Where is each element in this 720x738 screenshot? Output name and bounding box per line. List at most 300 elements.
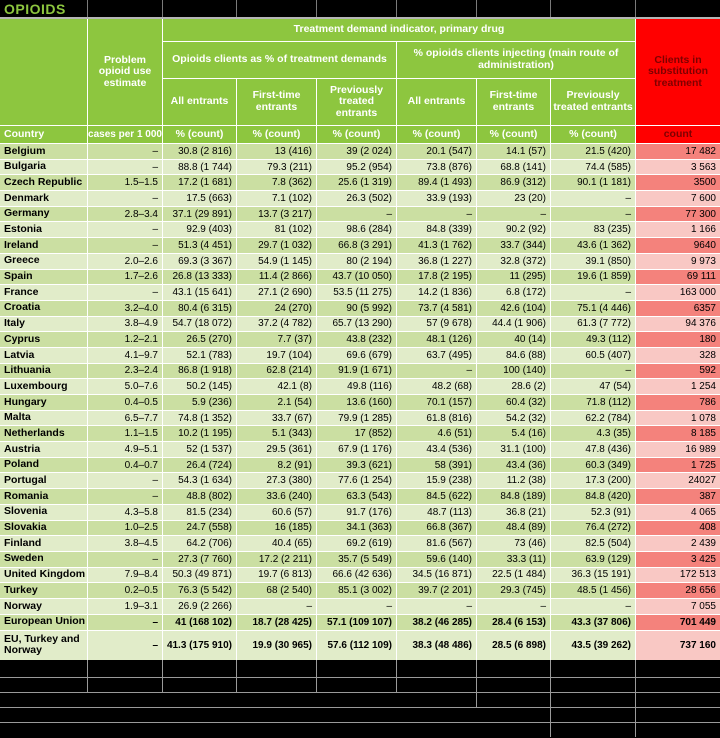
value-cell: 16 (185) <box>237 521 316 536</box>
value-cell: 34.5 (16 871) <box>397 568 476 583</box>
value-cell: 63.3 (543) <box>317 489 396 504</box>
estimate-cell: – <box>88 144 162 159</box>
value-cell: 26.5 (270) <box>163 332 236 347</box>
value-cell: 37.2 (4 782) <box>237 317 316 332</box>
substitution-count-cell: 28 656 <box>636 583 720 598</box>
value-cell: 4.6 (51) <box>397 426 476 441</box>
value-cell: 58 (391) <box>397 458 476 473</box>
value-cell: 76.3 (5 542) <box>163 583 236 598</box>
substitution-count-cell: 737 160 <box>636 631 720 660</box>
value-cell: 19.9 (30 965) <box>237 631 316 660</box>
value-cell: 47 (54) <box>551 379 635 394</box>
value-cell: 28.6 (2) <box>477 379 550 394</box>
value-cell: 47.8 (436) <box>551 442 635 457</box>
substitution-count-cell: 1 254 <box>636 379 720 394</box>
value-cell: 43.8 (232) <box>317 332 396 347</box>
country-cell: European Union <box>0 615 87 630</box>
value-cell: 44.4 (1 906) <box>477 317 550 332</box>
header-pct-count-label: % (count) <box>397 126 476 143</box>
header-all-entrants-demands: All entrants <box>163 79 236 125</box>
estimate-cell: 4.9–5.1 <box>88 442 162 457</box>
substitution-count-cell: 77 300 <box>636 207 720 222</box>
value-cell: – <box>551 207 635 222</box>
substitution-count-cell: 69 111 <box>636 270 720 285</box>
value-cell: 19.7 (6 813) <box>237 568 316 583</box>
country-cell: Poland <box>0 458 87 473</box>
value-cell: 20.1 (547) <box>397 144 476 159</box>
value-cell: 33.3 (11) <box>477 552 550 567</box>
value-cell: 15.9 (238) <box>397 473 476 488</box>
value-cell: 36.8 (21) <box>477 505 550 520</box>
country-cell: Belgium <box>0 144 87 159</box>
substitution-count-cell: 592 <box>636 364 720 379</box>
header-clients-substitution: Clients in substitution treatment <box>636 19 720 125</box>
footer-cell <box>551 660 635 677</box>
country-cell: Italy <box>0 317 87 332</box>
value-cell: 34.1 (363) <box>317 521 396 536</box>
substitution-count-cell: 172 513 <box>636 568 720 583</box>
value-cell: 90.1 (1 181) <box>551 175 635 190</box>
value-cell: 38.3 (48 486) <box>397 631 476 660</box>
value-cell: 35.7 (5 549) <box>317 552 396 567</box>
value-cell: 7.8 (362) <box>237 175 316 190</box>
value-cell: 52.1 (783) <box>163 348 236 363</box>
value-cell: 50.3 (49 871) <box>163 568 236 583</box>
country-cell: United Kingdom <box>0 568 87 583</box>
estimate-cell: 2.0–2.6 <box>88 254 162 269</box>
value-cell: 25.6 (1 319) <box>317 175 396 190</box>
estimate-cell: 4.1–9.7 <box>88 348 162 363</box>
estimate-cell: – <box>88 615 162 630</box>
country-cell: France <box>0 285 87 300</box>
value-cell: 84.5 (622) <box>397 489 476 504</box>
value-cell: 28.4 (6 153) <box>477 615 550 630</box>
header-country-label: Country <box>0 126 87 143</box>
estimate-cell: – <box>88 489 162 504</box>
page-title: OPIOIDS <box>4 0 66 17</box>
footer-cell <box>477 678 550 692</box>
value-cell: 60.5 (407) <box>551 348 635 363</box>
footnote-row <box>0 723 550 737</box>
value-cell: 81.6 (567) <box>397 536 476 551</box>
country-cell: Turkey <box>0 583 87 598</box>
value-cell: 69.3 (3 367) <box>163 254 236 269</box>
substitution-count-cell: 3500 <box>636 175 720 190</box>
value-cell: 61.8 (816) <box>397 411 476 426</box>
country-cell: Bulgaria <box>0 160 87 175</box>
header-first-time-entrants-demands: First-time entrants <box>237 79 316 125</box>
estimate-cell: 2.3–2.4 <box>88 364 162 379</box>
country-cell: Estonia <box>0 222 87 237</box>
header-first-time-entrants-injecting: First-time entrants <box>477 79 550 125</box>
estimate-cell: 7.9–8.4 <box>88 568 162 583</box>
footnote-area <box>0 660 720 737</box>
country-cell: Ireland <box>0 238 87 253</box>
estimate-cell: – <box>88 473 162 488</box>
value-cell: 91.9 (1 671) <box>317 364 396 379</box>
value-cell: 90 (5 992) <box>317 301 396 316</box>
estimate-cell: – <box>88 285 162 300</box>
value-cell: 64.2 (706) <box>163 536 236 551</box>
value-cell: 61.3 (7 772) <box>551 317 635 332</box>
substitution-count-cell: 3 563 <box>636 160 720 175</box>
value-cell: 66.8 (367) <box>397 521 476 536</box>
value-cell: 68 (2 540) <box>237 583 316 598</box>
value-cell: 75.1 (4 446) <box>551 301 635 316</box>
value-cell: 30.8 (2 816) <box>163 144 236 159</box>
value-cell: 89.4 (1 493) <box>397 175 476 190</box>
footer-cell <box>551 678 635 692</box>
estimate-cell: 4.3–5.8 <box>88 505 162 520</box>
value-cell: 86.8 (1 918) <box>163 364 236 379</box>
value-cell: 48.7 (113) <box>397 505 476 520</box>
value-cell: 41.3 (175 910) <box>163 631 236 660</box>
country-cell: Slovenia <box>0 505 87 520</box>
value-cell: 38.2 (46 285) <box>397 615 476 630</box>
estimate-cell: 1.5–1.5 <box>88 175 162 190</box>
country-cell: EU, Turkey and Norway <box>0 631 87 660</box>
estimate-cell: – <box>88 631 162 660</box>
value-cell: 80 (2 194) <box>317 254 396 269</box>
table-title-cell <box>0 0 87 17</box>
footer-cell <box>237 660 316 677</box>
value-cell: 2.1 (54) <box>237 395 316 410</box>
data-grid <box>0 19 720 660</box>
substitution-count-cell: 387 <box>636 489 720 504</box>
estimate-cell: 0.4–0.5 <box>88 395 162 410</box>
header-problem-opioid-estimate: Problem opioid use estimate <box>88 19 162 125</box>
value-cell: 49.8 (116) <box>317 379 396 394</box>
value-cell: 33.7 (67) <box>237 411 316 426</box>
footer-cell <box>0 678 87 692</box>
value-cell: 22.5 (1 484) <box>477 568 550 583</box>
value-cell: 40.4 (65) <box>237 536 316 551</box>
value-cell: 70.1 (157) <box>397 395 476 410</box>
country-cell: Czech Republic <box>0 175 87 190</box>
footer-cell <box>397 660 476 677</box>
value-cell: – <box>397 599 476 614</box>
country-cell: Finland <box>0 536 87 551</box>
substitution-count-cell: 94 376 <box>636 317 720 332</box>
substitution-count-cell: 8 185 <box>636 426 720 441</box>
value-cell: 32.8 (372) <box>477 254 550 269</box>
country-cell: Malta <box>0 411 87 426</box>
value-cell: 43.3 (37 806) <box>551 615 635 630</box>
value-cell: 42.6 (104) <box>477 301 550 316</box>
value-cell: 63.7 (495) <box>397 348 476 363</box>
value-cell: 76.4 (272) <box>551 521 635 536</box>
country-cell: Romania <box>0 489 87 504</box>
substitution-count-cell: 7 600 <box>636 191 720 206</box>
value-cell: 69.2 (619) <box>317 536 396 551</box>
substitution-count-cell: 2 439 <box>636 536 720 551</box>
value-cell: 39.3 (621) <box>317 458 396 473</box>
value-cell: 5.1 (343) <box>237 426 316 441</box>
footer-cell <box>397 678 476 692</box>
title-bar <box>0 0 720 19</box>
value-cell: 91.7 (176) <box>317 505 396 520</box>
country-cell: Germany <box>0 207 87 222</box>
value-cell: 43.7 (10 050) <box>317 270 396 285</box>
estimate-cell: 6.5–7.7 <box>88 411 162 426</box>
value-cell: – <box>237 599 316 614</box>
value-cell: 88.8 (1 744) <box>163 160 236 175</box>
substitution-count-cell: 1 078 <box>636 411 720 426</box>
footer-cell <box>551 693 635 707</box>
value-cell: – <box>397 364 476 379</box>
title-bar-cell <box>163 0 236 17</box>
value-cell: 73 (46) <box>477 536 550 551</box>
value-cell: 73.7 (4 581) <box>397 301 476 316</box>
substitution-count-cell: 786 <box>636 395 720 410</box>
header-pct-count-label: % (count) <box>163 126 236 143</box>
value-cell: 48.8 (802) <box>163 489 236 504</box>
footer-cell <box>636 723 720 737</box>
footer-cell <box>163 678 236 692</box>
footer-cell <box>551 723 635 737</box>
country-cell: Netherlands <box>0 426 87 441</box>
title-bar-cell <box>88 0 162 17</box>
value-cell: – <box>551 599 635 614</box>
value-cell: 66.8 (3 291) <box>317 238 396 253</box>
value-cell: 43.4 (36) <box>477 458 550 473</box>
value-cell: 43.5 (39 262) <box>551 631 635 660</box>
value-cell: 42.1 (8) <box>237 379 316 394</box>
estimate-cell: 3.8–4.9 <box>88 317 162 332</box>
footer-cell <box>636 708 720 722</box>
value-cell: 62.2 (784) <box>551 411 635 426</box>
value-cell: 71.8 (112) <box>551 395 635 410</box>
footer-cell <box>551 708 635 722</box>
value-cell: 37.1 (29 891) <box>163 207 236 222</box>
value-cell: 29.5 (361) <box>237 442 316 457</box>
estimate-cell: 0.2–0.5 <box>88 583 162 598</box>
header-pct-count-label: % (count) <box>237 126 316 143</box>
header-cases-per-1000: cases per 1 000 <box>88 126 162 143</box>
value-cell: 84.8 (420) <box>551 489 635 504</box>
title-bar-cell <box>477 0 550 17</box>
value-cell: 29.7 (1 032) <box>237 238 316 253</box>
value-cell: 84.8 (339) <box>397 222 476 237</box>
value-cell: 36.3 (15 191) <box>551 568 635 583</box>
value-cell: 17.8 (2 195) <box>397 270 476 285</box>
value-cell: 13 (416) <box>237 144 316 159</box>
footer-cell <box>317 660 396 677</box>
value-cell: 17 (852) <box>317 426 396 441</box>
title-bar-cell <box>237 0 316 17</box>
value-cell: 43.1 (15 641) <box>163 285 236 300</box>
header-count-label: count <box>636 126 720 143</box>
estimate-cell: – <box>88 160 162 175</box>
value-cell: 5.4 (16) <box>477 426 550 441</box>
substitution-count-cell: 6357 <box>636 301 720 316</box>
country-cell: Cyprus <box>0 332 87 347</box>
substitution-count-cell: 7 055 <box>636 599 720 614</box>
title-bar-cell <box>551 0 635 17</box>
value-cell: 43.4 (536) <box>397 442 476 457</box>
value-cell: 85.1 (3 002) <box>317 583 396 598</box>
country-cell: Lithuania <box>0 364 87 379</box>
value-cell: 14.2 (1 836) <box>397 285 476 300</box>
value-cell: 73.8 (876) <box>397 160 476 175</box>
substitution-count-cell: 17 482 <box>636 144 720 159</box>
footer-cell <box>636 693 720 707</box>
value-cell: 54.2 (32) <box>477 411 550 426</box>
substitution-count-cell: 16 989 <box>636 442 720 457</box>
value-cell: 33.9 (193) <box>397 191 476 206</box>
footer-cell <box>163 660 236 677</box>
value-cell: 26.4 (724) <box>163 458 236 473</box>
value-cell: 27.1 (2 690) <box>237 285 316 300</box>
substitution-count-cell: 408 <box>636 521 720 536</box>
country-cell: Croatia <box>0 301 87 316</box>
country-cell: Greece <box>0 254 87 269</box>
value-cell: 63.9 (129) <box>551 552 635 567</box>
value-cell: 33.6 (240) <box>237 489 316 504</box>
header-country-spacer <box>0 19 87 125</box>
value-cell: 39.7 (2 201) <box>397 583 476 598</box>
value-cell: 51.3 (4 451) <box>163 238 236 253</box>
value-cell: 11.4 (2 866) <box>237 270 316 285</box>
value-cell: 66.6 (42 636) <box>317 568 396 583</box>
value-cell: 17.2 (2 211) <box>237 552 316 567</box>
value-cell: 86.9 (312) <box>477 175 550 190</box>
value-cell: 77.6 (1 254) <box>317 473 396 488</box>
value-cell: 26.3 (502) <box>317 191 396 206</box>
header-previously-treated-injecting: Previously treated entrants <box>551 79 635 125</box>
value-cell: 19.6 (1 859) <box>551 270 635 285</box>
estimate-cell: 1.2–2.1 <box>88 332 162 347</box>
footer-cell <box>317 678 396 692</box>
estimate-cell: – <box>88 191 162 206</box>
substitution-count-cell: 180 <box>636 332 720 347</box>
estimate-cell: – <box>88 238 162 253</box>
header-pct-injecting: % opioids clients injecting (main route of administration) <box>397 42 635 78</box>
value-cell: 53.5 (11 275) <box>317 285 396 300</box>
value-cell: 7.1 (102) <box>237 191 316 206</box>
value-cell: 82.5 (504) <box>551 536 635 551</box>
value-cell: 17.5 (663) <box>163 191 236 206</box>
footer-cell <box>636 678 720 692</box>
header-pct-count-label: % (count) <box>551 126 635 143</box>
value-cell: 26.9 (2 266) <box>163 599 236 614</box>
substitution-count-cell: 163 000 <box>636 285 720 300</box>
footer-cell <box>88 660 162 677</box>
country-cell: Norway <box>0 599 87 614</box>
value-cell: 7.7 (37) <box>237 332 316 347</box>
title-bar-cell <box>397 0 476 17</box>
value-cell: 69.6 (679) <box>317 348 396 363</box>
value-cell: 39.1 (850) <box>551 254 635 269</box>
value-cell: 48.5 (1 456) <box>551 583 635 598</box>
substitution-count-cell: 4 065 <box>636 505 720 520</box>
country-cell: Denmark <box>0 191 87 206</box>
value-cell: 23 (20) <box>477 191 550 206</box>
footer-cell <box>88 678 162 692</box>
country-cell: Portugal <box>0 473 87 488</box>
value-cell: 52.3 (91) <box>551 505 635 520</box>
value-cell: 28.5 (6 898) <box>477 631 550 660</box>
estimate-cell: 0.4–0.7 <box>88 458 162 473</box>
value-cell: 48.2 (68) <box>397 379 476 394</box>
value-cell: – <box>397 207 476 222</box>
header-previously-treated-demands: Previously treated entrants <box>317 79 396 125</box>
footer-cell <box>477 660 550 677</box>
estimate-cell: 1.0–2.5 <box>88 521 162 536</box>
value-cell: – <box>317 599 396 614</box>
value-cell: 33.7 (344) <box>477 238 550 253</box>
value-cell: 43.6 (1 362) <box>551 238 635 253</box>
value-cell: 95.2 (954) <box>317 160 396 175</box>
value-cell: 57.6 (112 109) <box>317 631 396 660</box>
estimate-cell: – <box>88 222 162 237</box>
footer-cell <box>237 678 316 692</box>
substitution-count-cell: 1 166 <box>636 222 720 237</box>
substitution-count-cell: 1 725 <box>636 458 720 473</box>
value-cell: 39 (2 024) <box>317 144 396 159</box>
value-cell: 17.2 (1 681) <box>163 175 236 190</box>
value-cell: 81.5 (234) <box>163 505 236 520</box>
estimate-cell: 1.1–1.5 <box>88 426 162 441</box>
value-cell: 84.8 (189) <box>477 489 550 504</box>
value-cell: 13.6 (160) <box>317 395 396 410</box>
value-cell: 62.8 (214) <box>237 364 316 379</box>
country-cell: Slovakia <box>0 521 87 536</box>
title-bar-cell <box>636 0 720 17</box>
value-cell: 54.9 (1 145) <box>237 254 316 269</box>
value-cell: 26.8 (13 333) <box>163 270 236 285</box>
value-cell: 36.8 (1 227) <box>397 254 476 269</box>
value-cell: 14.1 (57) <box>477 144 550 159</box>
value-cell: 21.5 (420) <box>551 144 635 159</box>
value-cell: 59.6 (140) <box>397 552 476 567</box>
value-cell: 41.3 (1 762) <box>397 238 476 253</box>
value-cell: 68.8 (141) <box>477 160 550 175</box>
value-cell: 79.3 (211) <box>237 160 316 175</box>
value-cell: 41 (168 102) <box>163 615 236 630</box>
value-cell: 81 (102) <box>237 222 316 237</box>
footer-cell <box>477 693 550 707</box>
value-cell: 57.1 (109 107) <box>317 615 396 630</box>
value-cell: 50.2 (145) <box>163 379 236 394</box>
value-cell: 92.9 (403) <box>163 222 236 237</box>
value-cell: 13.7 (3 217) <box>237 207 316 222</box>
value-cell: 10.2 (1 195) <box>163 426 236 441</box>
value-cell: 27.3 (380) <box>237 473 316 488</box>
header-pct-count-label: % (count) <box>317 126 396 143</box>
value-cell: 74.8 (1 352) <box>163 411 236 426</box>
value-cell: 65.7 (13 290) <box>317 317 396 332</box>
country-cell: Spain <box>0 270 87 285</box>
value-cell: 54.3 (1 634) <box>163 473 236 488</box>
substitution-count-cell: 328 <box>636 348 720 363</box>
footer-cell <box>636 660 720 677</box>
estimate-cell: 5.0–7.6 <box>88 379 162 394</box>
header-treatment-demand-indicator: Treatment demand indicator, primary drug <box>163 19 635 41</box>
footnote-row <box>0 708 550 722</box>
value-cell: 60.6 (57) <box>237 505 316 520</box>
value-cell: 11.2 (38) <box>477 473 550 488</box>
value-cell: 60.4 (32) <box>477 395 550 410</box>
estimate-cell: 1.9–3.1 <box>88 599 162 614</box>
value-cell: 54.7 (18 072) <box>163 317 236 332</box>
value-cell: – <box>477 599 550 614</box>
value-cell: 24 (270) <box>237 301 316 316</box>
estimate-cell: 3.8–4.5 <box>88 536 162 551</box>
estimate-cell: 3.2–4.0 <box>88 301 162 316</box>
value-cell: 11 (295) <box>477 270 550 285</box>
header-all-entrants-injecting: All entrants <box>397 79 476 125</box>
